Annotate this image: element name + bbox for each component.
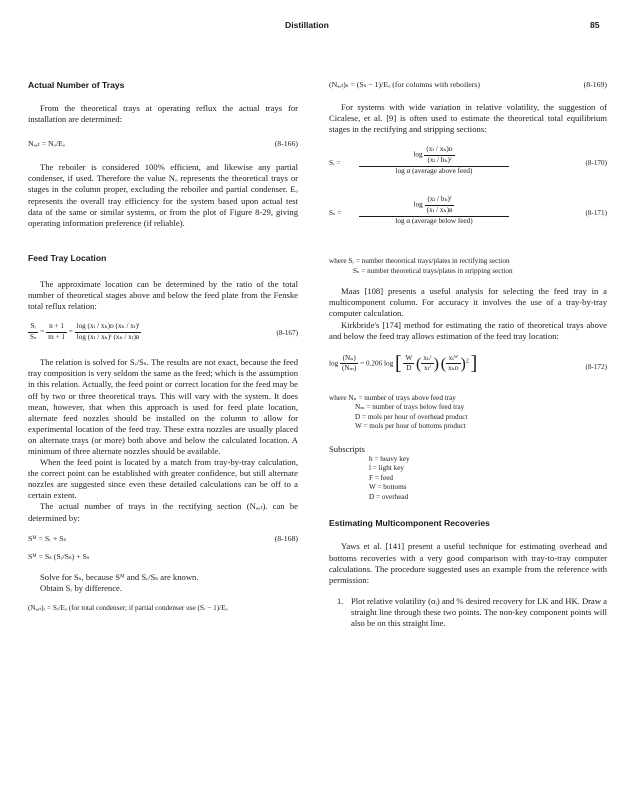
- paragraph: When the feed point is located by a match from tray-by-tray calculation, the correct point can be established with greater confidence, but still alternate nozzles are suggested since even these detailed calculations can be off to a certain extent.: [28, 457, 298, 501]
- right-column: [329, 80, 607, 629]
- list-item: [329, 596, 607, 629]
- paragraph: The reboiler is considered 100% efficient, and likewise any partial condenser, if used. Therefore the value Nₒ represents the theoretical trays or stages in the column proper, excluding the reboiler and partial condenser. Eₒ represents the overall tray efficiency for the system based upon actual test data of the same or similar systems, or from the plot of Figure 8-29, giving operating information preference (if reliable).: [28, 162, 298, 228]
- definition: where Nₙ = number of trays above feed tray: [329, 393, 456, 402]
- definitions-stripping: Sₛ = number theoretical trays/plates in stripping section: [353, 266, 513, 275]
- equation-8-171: [329, 195, 607, 235]
- paragraph: From the theoretical trays at operating reflux the actual trays for installation are determined:: [28, 103, 298, 125]
- equation-8-167: $\frac{\text{Sᵣ}}{\text{Sₛ}}$ = $\frac{n + 1}{m + 1}$ = $\frac{\text{log (xₗ / xₕ)ᴅ (xₕ / xₗ)ᶠ}}{\text{log (xₗ / xₕ)ᶠ (xₕ / xₗ)ʙ}}$ (8-167): [30, 322, 298, 341]
- paragraph: Kirkbride's [174] method for estimating the ratio of theoretical trays above and below the feed tray allows estimation of the feed tray location:: [329, 319, 607, 341]
- section-heading-estimating-recoveries: Estimating Multicomponent Recoveries: [329, 518, 490, 529]
- paragraph: For systems with wide variation in relative volatility, the suggestion of Cicalese, et al. [9] is often used to estimate the theoretical total equilibrium stages in the rectifying and stripping sections:: [329, 102, 607, 135]
- paragraph: Maas [108] presents a useful analysis for selecting the feed tray in a multicomponent column. For accuracy it involves the use of a tray-by-tray computer calculation.: [329, 286, 607, 319]
- equation-number: (8-169): [583, 80, 607, 89]
- equation-8-168: [28, 534, 298, 544]
- equation-8-169: [329, 80, 607, 90]
- subscript-item: F = feed: [369, 473, 394, 482]
- eq-numerator: (Nₙ): [340, 354, 358, 365]
- eq-mid-numerator: n + 1: [46, 322, 67, 333]
- eq-inner-numerator: (xₗ / bₕ)ᶠ: [425, 195, 455, 206]
- paragraph: The relation is solved for Sᵣ/Sₛ. The results are not exact, because the feed tray composition is very seldom the same as the feed; which is the assumption in this relation. Actually, the feed point or correct location for the feed may be off by two or three theoretical trays. This will vary with the system. It does mean, however, that when this approach is used for feed plate location, alternate feed nozzles should be installed on the column to allow for experimental location of the feed tray. These extra nozzles are usually placed on alternate trays (or more) both above and below the calculated location. A minimum of three alternate nozzles should be available.: [28, 357, 298, 456]
- eq-coefficient: = 0.206 log: [360, 359, 394, 368]
- eq-inner-denominator: (xₗ / xₕ)ʙ: [426, 205, 453, 214]
- equation-number: (8-168): [274, 533, 298, 543]
- page-number: 85: [590, 20, 600, 30]
- definition: W = mols per hour of bottoms product: [355, 422, 466, 431]
- eq-lhs-numerator: Sᵣ: [28, 322, 38, 333]
- eq-rhs-numerator: log (xₗ / xₕ)ᴅ (xₕ / xₗ)ᶠ: [75, 322, 142, 333]
- equation-8-170: [329, 145, 607, 185]
- equation-text: Nₐₑₜ = Nₒ/Eₒ: [28, 139, 66, 149]
- eq-log: log: [329, 359, 339, 368]
- eq-lhs: Sᵣ =: [329, 159, 341, 168]
- definition: D = mols per hour of overhead product: [355, 412, 468, 421]
- definitions-rectifying: where Sᵣ = number theoretical trays/plates in rectifying section: [329, 257, 510, 266]
- paragraph: The actual number of trays in the rectifying section (Nₐₑₜ)ᵣ can be determined by:: [28, 501, 298, 523]
- eq-inner-numerator: (xₗ / xₕ)ᴅ: [424, 145, 454, 156]
- eq-xlw: xₗᵂ: [446, 354, 460, 365]
- list-item-number: 1.: [337, 595, 344, 606]
- running-header-title: Distillation: [285, 20, 329, 30]
- subscript-item: l = light key: [369, 464, 404, 473]
- equation-number: (8-172): [585, 362, 607, 371]
- section-heading-actual-number-of-trays: Actual Number of Trays: [28, 80, 125, 90]
- paragraph: Yaws et al. [141] present a useful technique for estimating overhead and bottoms recoveries with a very good comparison with tray-to-tray computer calculations. The procedure suggested uses an example from the reference with permission:: [329, 541, 607, 585]
- subscript-item: D = overhead: [369, 492, 409, 501]
- eq-inner-denominator: (xₗ / hₕ)ᶠ: [427, 155, 452, 164]
- equation-number: (8-167): [276, 329, 298, 338]
- eq-exponent: 2: [465, 358, 469, 365]
- eq-lhs-denominator: Sₛ: [30, 332, 37, 341]
- equation-number: (8-171): [585, 209, 607, 218]
- equation-text: Sᴹ = Sᵣ + Sₛ: [28, 533, 67, 543]
- eq-denominator: (Nₘ): [341, 364, 357, 373]
- eq-xlf: xₗᶠ: [424, 364, 431, 373]
- equation-number: (8-166): [274, 139, 298, 149]
- equation-8-172: log $\frac{\text{(Nₙ)}}{\text{(Nₘ)}}$ = 0.206 log [ $\frac{W}{D}$ ( $\frac{\text{xₕᶠ}}{\text{xₗᶠ}}$ ) ( $\frac{\text{xₗᵂ}}{\text{xₕᴅ}}$ )$^2$ ] (8-172): [329, 352, 607, 374]
- eq-d: D: [406, 364, 412, 373]
- eq-mid-denominator: m + 1: [48, 332, 65, 341]
- definition: Nₘ = number of trays below feed tray: [355, 403, 465, 412]
- equation-8-168-substituted: Sᴹ = Sₛ (Sᵣ/Sₛ) + Sₛ: [28, 551, 90, 561]
- condenser-note: (Nₐₑₜ)ᵣ = Sᵣ/Eₒ (for total condenser; if partial condenser use (Sᵣ − 1)/Eₒ: [28, 603, 228, 612]
- equation-number: (8-170): [585, 159, 607, 168]
- eq-denominator: log α (average below feed): [359, 216, 509, 227]
- equation-text: (Nₐₑₜ)ₛ = (Sₛ − 1)/Eₒ (for columns with reboilers): [329, 80, 480, 89]
- section-heading-feed-tray-location: Feed Tray Location: [28, 252, 107, 263]
- eq-xhf: xₕᶠ: [421, 354, 433, 365]
- eq-lhs: Sₛ =: [329, 209, 342, 218]
- eq-rhs-denominator: log (xₗ / xₕ)ᶠ (xₕ / xₗ)ʙ: [76, 332, 140, 341]
- eq-denominator: log α (average above feed): [359, 166, 509, 177]
- eq-w: W: [403, 354, 414, 365]
- subscript-item: h = heavy key: [369, 454, 410, 463]
- subscript-item: W = bottoms: [369, 483, 407, 492]
- equation-8-166: [28, 139, 298, 149]
- paragraph: Obtain Sᵣ by difference.: [40, 582, 122, 593]
- list-item-text: Plot relative volatility (αᵢ) and % desired recovery for LK and HK. Draw a straight line through these two points. The non-key component points will also be on this straight line.: [351, 595, 607, 628]
- left-column: [28, 80, 298, 613]
- eq-log: log: [413, 150, 423, 159]
- subscripts-title: Subscripts: [329, 443, 365, 454]
- paragraph: Solve for Sₛ, because Sᴹ and Sᵣ/Sₛ are known.: [40, 571, 199, 582]
- paragraph: The approximate location can be determined by the ratio of the total number of theoretical stages above and below the feed plate from the Fenske total reflux relation:: [28, 278, 298, 312]
- eq-log: log: [413, 200, 423, 209]
- eq-xhd: xₕᴅ: [448, 364, 459, 373]
